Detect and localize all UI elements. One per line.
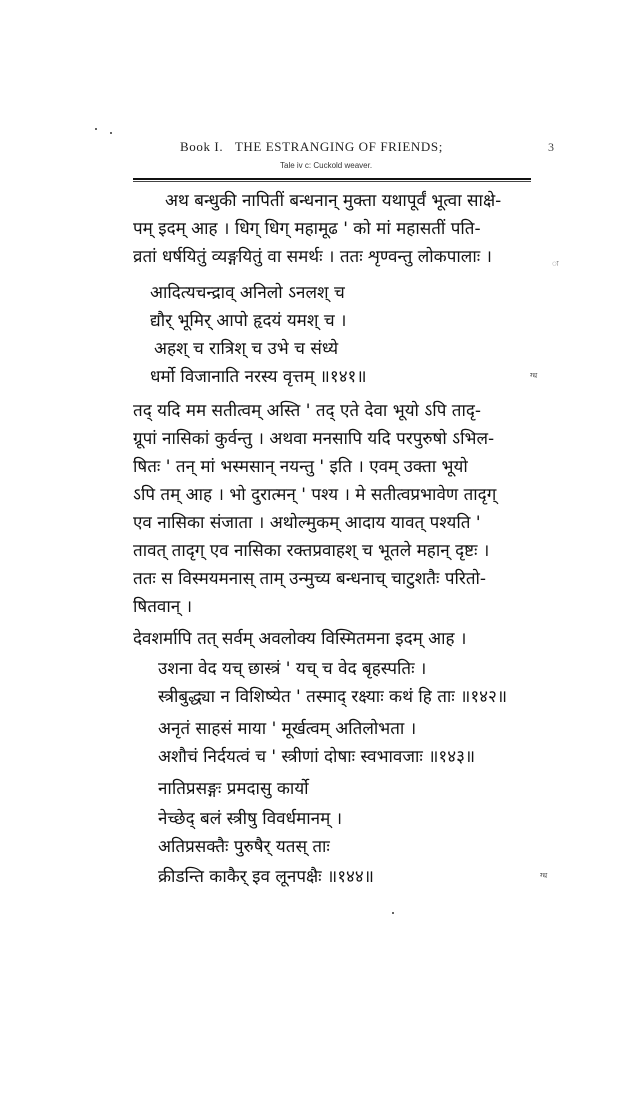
verse-line: उशना वेद यच् छास्त्रं ' यच् च वेद बृहस्पतिः ।	[158, 659, 427, 679]
text-line: तद् यदि मम सतीत्वम् अस्ति ' तद् एते देवा भूयो ऽपि तादृ-	[133, 401, 482, 421]
text-line: एव नासिका संजाता । अथोल्मुकम् आदाय यावत् पश्यति '	[133, 513, 481, 533]
text-line: ततः स विस्मयमनास् ताम् उन्मुच्य बन्धनाच् चाटुशतैः परितो-	[133, 569, 487, 589]
text-line: तावत् तादृग् एव नासिका रक्तप्रवाहश् च भूतले महान् दृष्टः ।	[133, 541, 490, 561]
verse-line: अनृतं साहसं माया ' मूर्खत्वम् अतिलोभता ।	[158, 719, 417, 739]
scan-speck	[110, 132, 112, 134]
text-line: व्रतां धर्षयितुं व्यङ्गयितुं वा समर्थः । ततः शृण्वन्तु लोकपालाः ।	[133, 247, 493, 267]
scan-speck	[392, 912, 394, 914]
header-title: THE ESTRANGING OF FRIENDS;	[234, 139, 443, 154]
header-rule	[133, 178, 531, 180]
text-line: पम् इदम् आह । धिग् धिग् महामूढ ' को मां महासतीं पति-	[133, 219, 481, 239]
tale-subtitle: Tale iv c: Cuckold weaver.	[280, 161, 373, 170]
running-header	[180, 139, 500, 155]
verse-line: अतिप्रसक्तैः पुरुषैर् यतस् ताः	[158, 837, 330, 857]
margin-mark: ग्ध	[540, 871, 548, 880]
page-number: 3	[548, 140, 554, 154]
text-line: ऽपि तम् आह । भो दुरात्मन् ' पश्य । मे सतीत्वप्रभावेण तादृग्	[133, 485, 497, 505]
verse-line: क्रीडन्ति काकैर् इव लूनपक्षैः ॥१४४॥	[158, 867, 374, 887]
margin-mark: ग्ध	[530, 371, 538, 380]
verse-line: आदित्यचन्द्राव् अनिलो ऽनलश् च	[150, 283, 345, 303]
verse-line: नेच्छेद् बलं स्त्रीषु विवर्धमानम् ।	[158, 809, 343, 829]
text-line: अथ बन्धुकी नापितीं बन्धनान् मुक्ता यथापूर्वं भूत्वा साक्षे-	[165, 191, 502, 211]
verse-line: स्त्रीबुद्ध्या न विशिष्येत ' तस्माद् रक्ष्याः कथं हि ताः ॥१४२॥	[158, 687, 508, 707]
verse-line: द्यौर् भूमिर् आपो हृदयं यमश् च ।	[150, 311, 347, 331]
verse-line: धर्मो विजानाति नरस्य वृत्तम् ॥१४१॥	[150, 367, 367, 387]
book-label: Book I.	[180, 139, 224, 154]
verse-line: अहश् च रात्रिश् च उभे च संध्ये	[154, 339, 339, 359]
marginal-note: ः	[552, 259, 559, 268]
text-line: षितः ' तन् मां भस्मसान् नयन्तु ' इति । एवम् उक्ता भूयो	[133, 457, 468, 477]
scan-speck	[95, 128, 97, 130]
text-line: ग्रूपां नासिकां कुर्वन्तु । अथवा मनसापि यदि परपुरुषो ऽभिल-	[133, 429, 495, 449]
text-line: देवशर्मापि तत् सर्वम् अवलोक्य विस्मितमना इदम् आह ।	[133, 629, 467, 649]
text-line: षितवान् ।	[133, 597, 193, 617]
verse-line: अशौचं निर्दयत्वं च ' स्त्रीणां दोषाः स्वभावजाः ॥१४३॥	[158, 747, 476, 767]
header-rule-thin	[133, 181, 531, 182]
verse-line: नातिप्रसङ्गः प्रमदासु कार्यो	[158, 779, 309, 799]
